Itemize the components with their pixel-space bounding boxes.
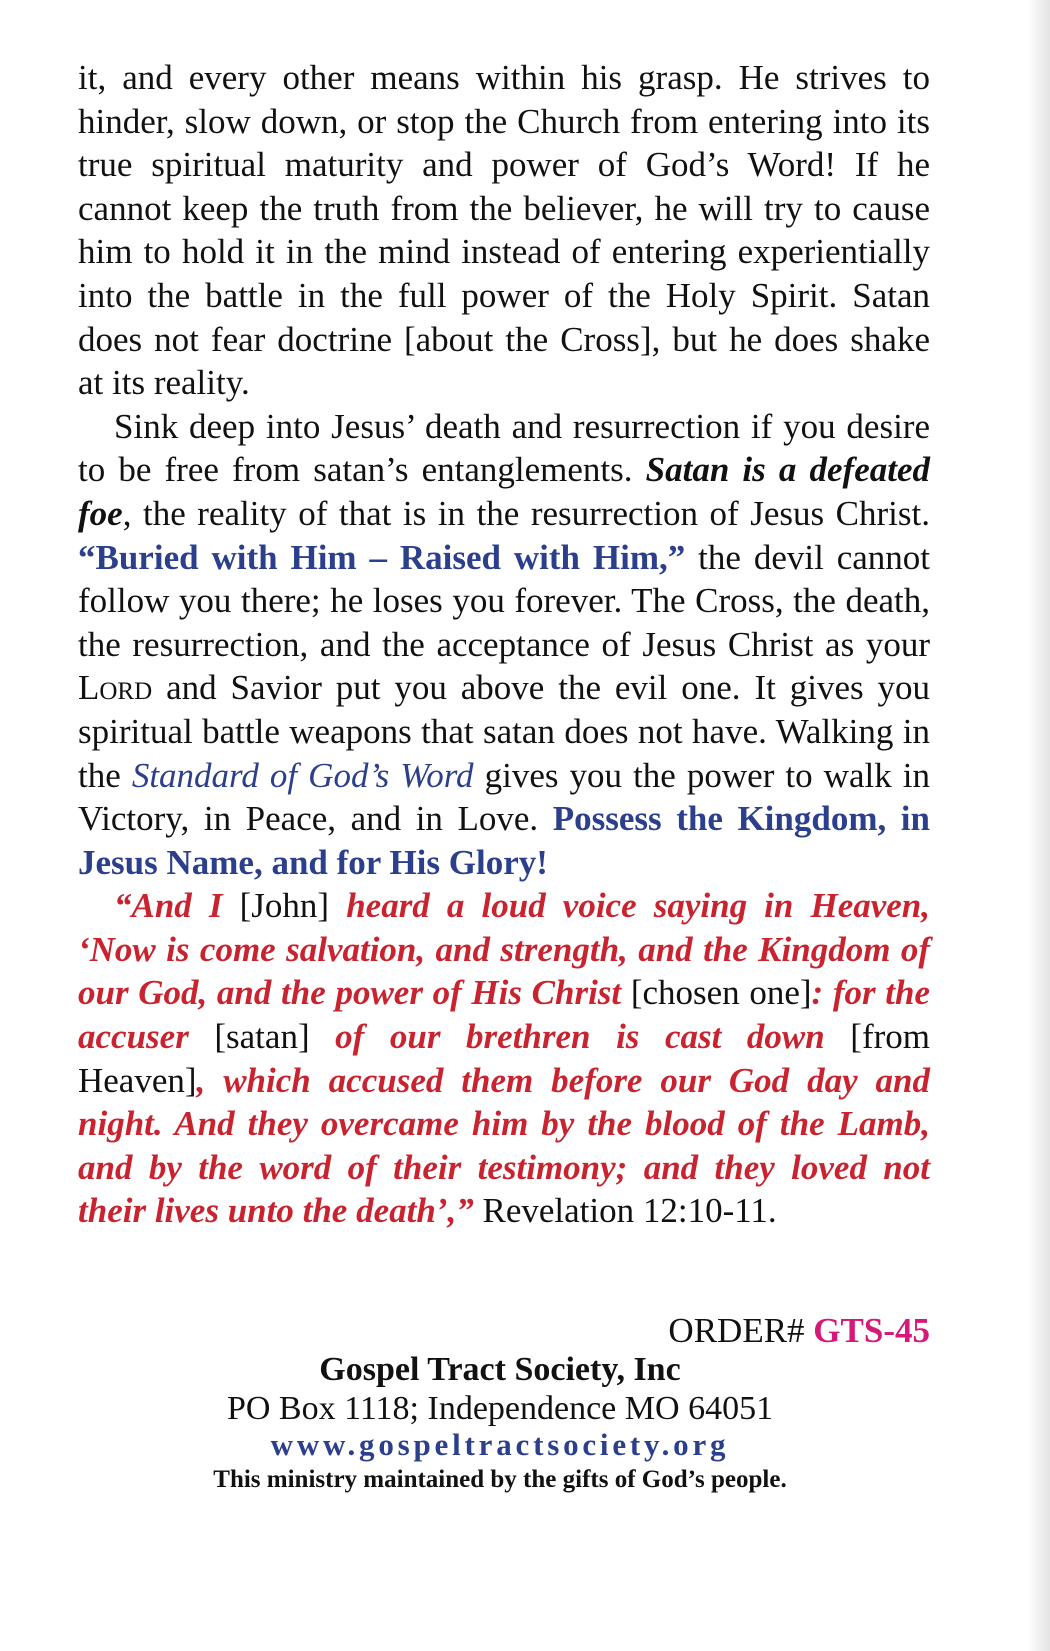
verse-bracket: [John]	[222, 886, 347, 926]
text-run: , the reality of that is in the resurrection of Jesus Christ.	[122, 493, 930, 533]
verse-run: heard a loud voice saying in Heaven, ‘Now is come salvation, and strength, and the Kingdom of our God, and the power of His Christ	[78, 886, 931, 1013]
text-run: the devil cannot follow you there; he loses you forever. The Cross, the death, the resurrection, and the acceptance of Jesus Christ as your	[78, 537, 930, 664]
scripture-quote	[78, 884, 930, 1233]
text-run: gives you the power to walk in Victory, in Peace, and in Love.	[78, 755, 930, 839]
verse-bracket: [from Heaven]	[78, 1017, 930, 1100]
quote-buried-raised: “Buried with Him – Raised with Him,”	[78, 537, 686, 577]
order-label: ORDER#	[668, 1311, 814, 1350]
verse-reference: Revelation 12:10-11.	[473, 1191, 777, 1231]
emphasis-standard-word: Standard of God’s Word	[131, 755, 474, 795]
paragraph-continuation: it, and every other means within his grasp. He strives to hinder, slow down, or stop the Church from entering into its true spiritual maturity and power of God’s Word! If he cannot keep the truth from the believer, he will try to cause him to hold it in the mind instead of entering experientially into the battle in the full power of the Holy Spirit. Satan does not fear doctrine [about the Cross], but he does shake at its reality.	[78, 58, 930, 403]
verse-run: “And I	[114, 886, 223, 926]
verse-bracket: [satan]	[188, 1017, 336, 1057]
page-edge-shadow	[1028, 0, 1050, 1651]
verse-bracket: [chosen one]	[621, 973, 812, 1013]
paragraph-resurrection	[78, 405, 930, 885]
order-code: GTS-45	[813, 1311, 930, 1350]
verse-run: : for the accuser	[78, 973, 930, 1057]
mailing-address: PO Box 1118; Independence MO 64051	[226, 1390, 774, 1427]
tract-body	[78, 56, 930, 1233]
ministry-note: This ministry maintained by the gifts of God’s people.	[213, 1466, 787, 1493]
verse-run: , which accused them before our God day and night. And they overcame him by the blood of the Lamb, and by the word of their testimony; and they loved not their lives unto the death’,”	[78, 1060, 930, 1231]
verse-run: of our brethren is cast down	[335, 1017, 825, 1057]
lord-small-caps: Lord	[78, 668, 153, 708]
order-number	[668, 1310, 930, 1352]
exhortation-possess-kingdom: Possess the Kingdom, in Jesus Name, and for His Glory!	[78, 799, 930, 882]
emphasis-defeated-foe: Satan is a defeated foe	[78, 450, 930, 533]
website-link[interactable]: www.gospeltractsociety.org	[270, 1427, 730, 1462]
organization-name: Gospel Tract Society, Inc	[319, 1351, 681, 1388]
text-run: and Savior put you above the evil one. It gives you spiritual battle weapons that satan does not have. Walking in the	[78, 668, 930, 795]
text-run: Sink deep into Jesus’ death and resurrection if you desire to be free from satan’s entanglements.	[78, 406, 930, 490]
